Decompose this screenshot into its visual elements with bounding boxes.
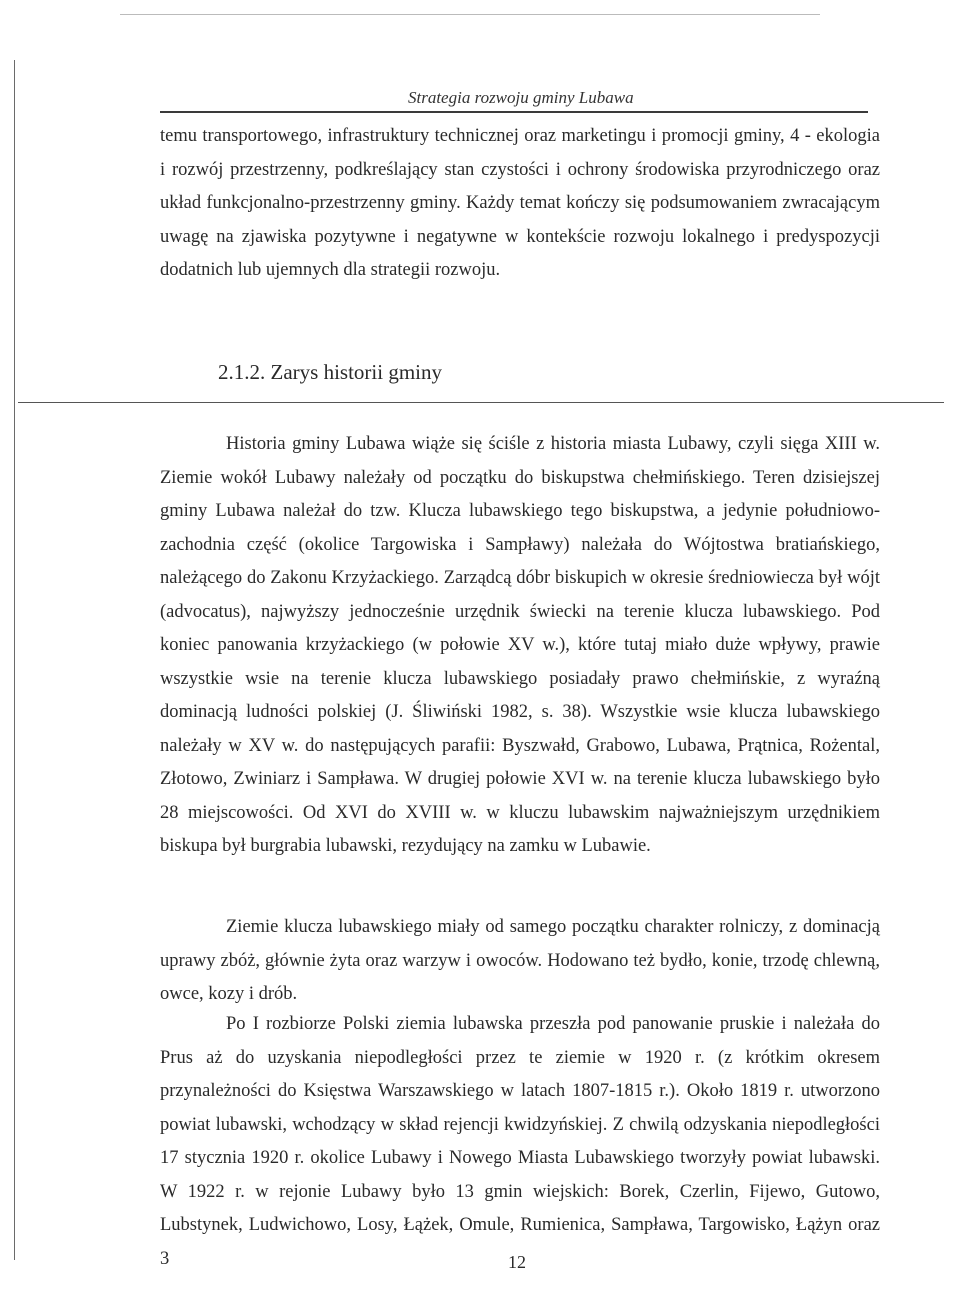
history-paragraph-3: Po I rozbiorze Polski ziemia lubawska przeszła pod panowanie pruskie i należała do Prus aż do uzyskania niepodległości przez te ziemie w 1920 r. (z krótkim okresem przynależności do Księstwa Warszawskiego w latach 1807-1815 r.). Około 1819 r. utworzono powiat lubawski, wchodzący w skład rejencji kwidzyńskiej. Z chwilą odzyskania niepodległości 17 stycznia 1920 r. okolice Lubawy i Nowego Miasta Lubawskiego tworzyły powiat lubawski. W 1922 r. w rejonie Lubawy było 13 gmin wiejskich: Borek, Czerlin, Fijewo, Gutowo, Lubstynek, Ludwichowo, Losy, Łążek, Omule, Rumienica, Sampława, Targowisko, Łążyn oraz 3: [160, 1014, 880, 1269]
history-paragraph-1: Historia gminy Lubawa wiąże się ściśle z historia miasta Lubawy, czyli sięga XIII w. Ziemie wokół Lubawy należały od początku do biskupstwa chełmińskiego. Teren dzisiejszej gminy Lubawa należał do tzw. Klucza lubawskiego tego biskupstwa, a jedynie południowo-zachodnia część (okolice Targowiska i Sampławy) należała do Wójtostwa bratiańskiego, należącego do Zakonu Krzyżackiego. Zarządcą dóbr biskupich w okresie średniowiecza był wójt (advocatus), najwyższy jednocześnie urzędnik świecki na terenie klucza lubawskiego. Pod koniec panowania krzyżackiego (w połowie XV w.), które tutaj miało duże wpływy, prawie wszystkie wsie na terenie klucza lubawskiego posiadały prawo chełmińskie, z wyraźną dominacją ludności polskiej (J. Śliwiński 1982, s. 38). Wszystkie wsie klucza lubawskiego należały w XV w. do następujących parafii: Byszwałd, Grabowo, Lubawa, Prątnica, Rożental, Złotowo, Zwiniarz i Sampława. W drugiej połowie XVI w. na terenie klucza lubawskiego było 28 miejscowości. Od XVI do XVIII w. w kluczu lubawskim najważniejszym urzędnikiem biskupa był burgrabia lubawski, rezydujący na zamku w Lubawie.: [160, 434, 880, 856]
section-heading: 2.1.2. Zarys historii gminy: [218, 360, 442, 384]
intro-paragraph: temu transportowego, infrastruktury technicznej oraz marketingu i promocji gminy, 4 - ekologia i rozwój przestrzenny, podkreślający stan czystości i ochrony środowiska przyrodniczego oraz układ funkcjonalno-przestrzenny gminy. Każdy temat kończy się podsumowaniem zwracającym uwagę na zjawiska pozytywne i negatywne w kontekście rozwoju lokalnego i predyspozycji dodatnich lub ujemnych dla strategii rozwoju.: [160, 126, 880, 280]
header-rule: [160, 111, 868, 113]
page-number: 12: [508, 1252, 526, 1272]
scan-edge-left: [14, 60, 15, 1260]
heading-rule: [18, 402, 944, 403]
history-paragraph-2: Ziemie klucza lubawskiego miały od samego początku charakter rolniczy, z dominacją uprawy zbóż, głównie żyta oraz warzyw i owoców. Hodowano też bydło, konie, trzodę chlewną, owce, kozy i drób.: [160, 917, 880, 1004]
scan-edge-top: [120, 14, 820, 15]
running-header: Strategia rozwoju gminy Lubawa: [408, 88, 634, 107]
